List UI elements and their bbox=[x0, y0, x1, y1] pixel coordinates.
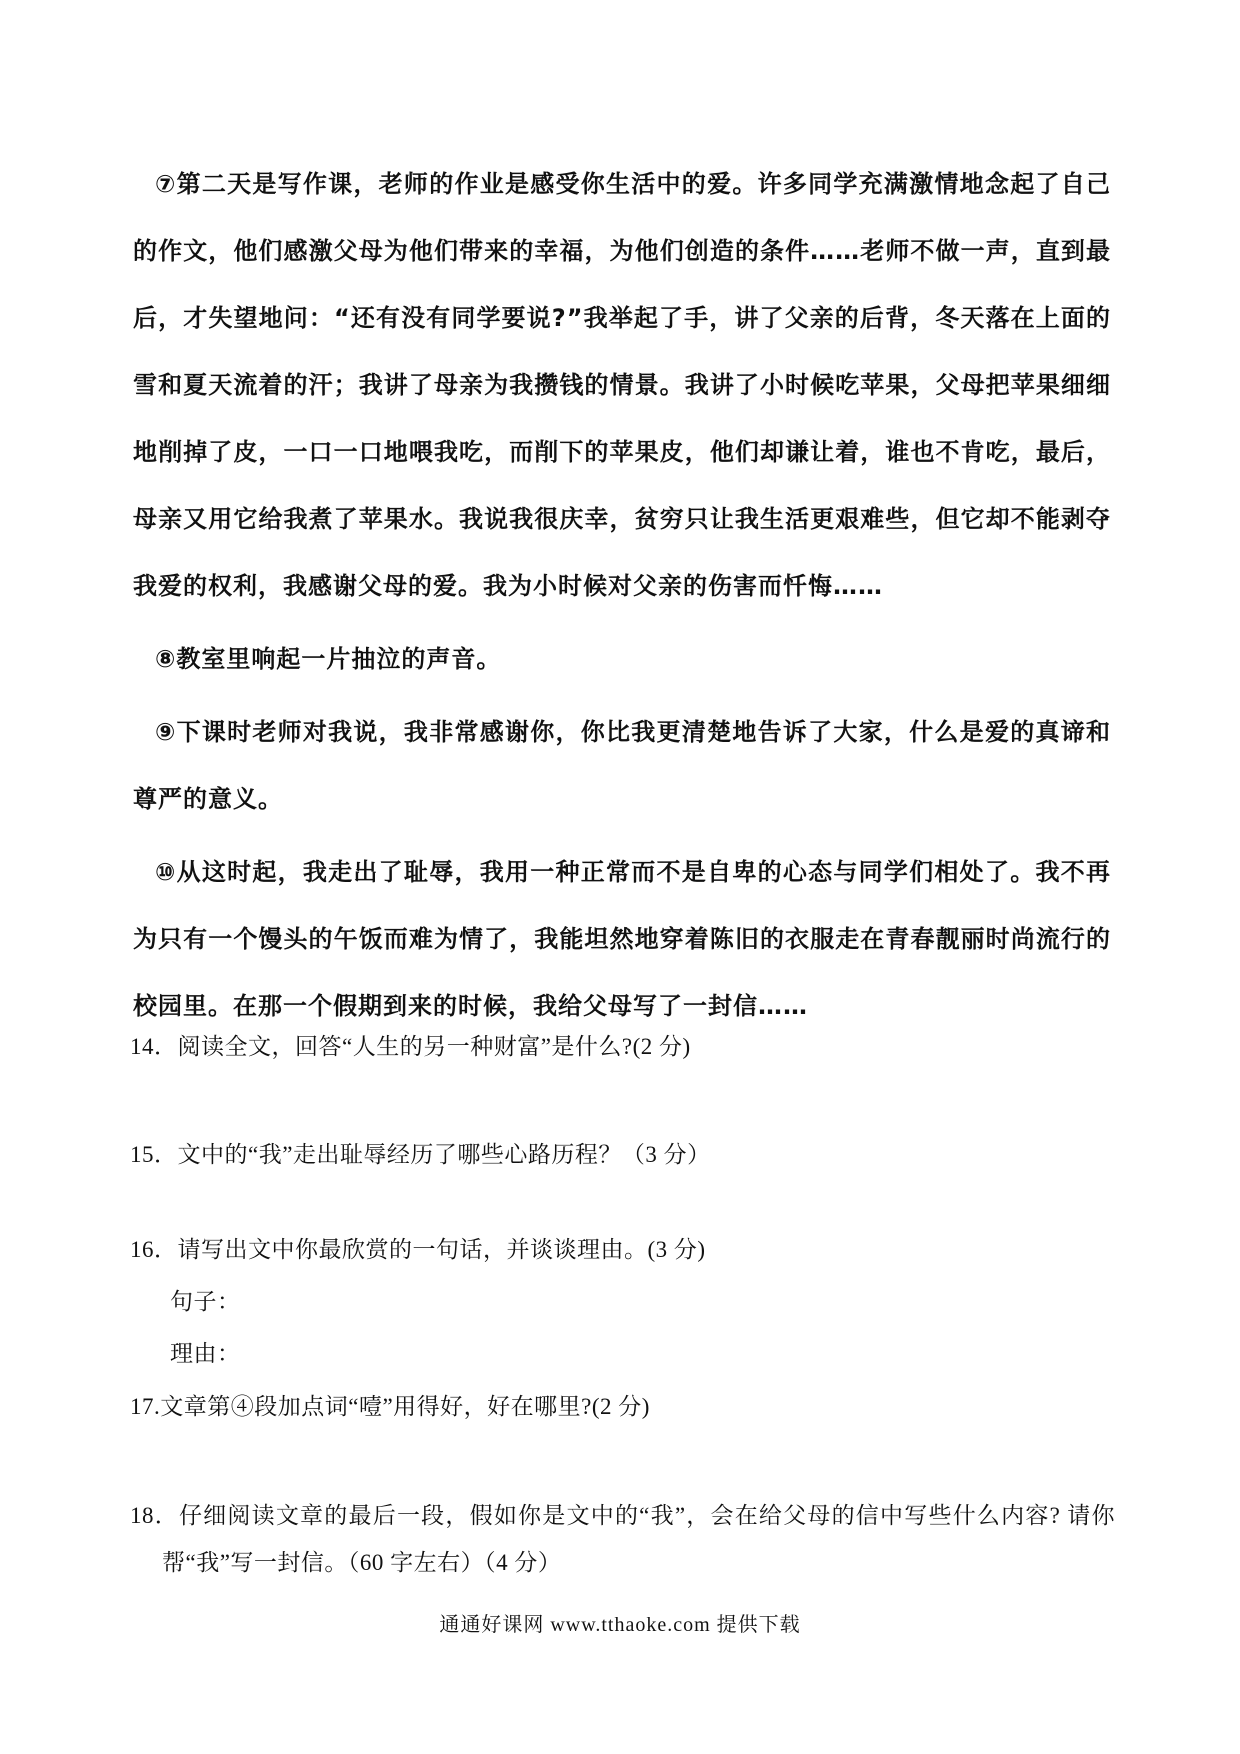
question-16-reason-label: 理由： bbox=[170, 1341, 241, 1366]
reading-passage bbox=[133, 0, 1111, 1040]
question-16: 16．请写出文中你最欣赏的一句话，并谈谈理由。(3 分) bbox=[130, 1237, 706, 1262]
question-18: 18．仔细阅读文章的最后一段，假如你是文中的“我”，会在给父母的信中写些什么内容? 请你帮“我”写一封信。（60 字左右）（4 分） bbox=[130, 1503, 1115, 1575]
passage-paragraph-7: ⑦第二天是写作课，老师的作业是感受你生活中的爱。许多同学充满激情地念起了自己的作文，他们感激父母为他们带来的幸福，为他们创造的条件……老师不做一声，直到最后，才失望地问：“还有没有同学要说?”我举起了手，讲了父亲的后背，冬天落在上面的雪和夏天流着的汗；我讲了母亲为我攒钱的情景。我讲了小时候吃苹果，父母把苹果细细地削掉了皮，一口一口地喂我吃，而削下的苹果皮，他们却谦让着，谁也不肯吃，最后，母亲又用它给我煮了苹果水。我说我很庆幸，贫穷只让我生活更艰难些，但它却不能剥夺我爱的权利，我感谢父母的爱。我为小时候对父亲的伤害而忏悔…… bbox=[133, 170, 1111, 600]
passage-paragraph-8: ⑧教室里响起一片抽泣的声音。 bbox=[155, 645, 502, 673]
footer-credit: 通通好课网 www.tthaoke.com 提供下载 bbox=[439, 1614, 801, 1636]
question-14: 14．阅读全文，回答“人生的另一种财富”是什么?(2 分) bbox=[130, 1034, 691, 1059]
question-15: 15．文中的“我”走出耻辱经历了哪些心路历程？（3 分） bbox=[130, 1142, 711, 1167]
passage-paragraph-9: ⑨下课时老师对我说，我非常感谢你，你比我更清楚地告诉了大家，什么是爱的真谛和尊严的意义。 bbox=[133, 718, 1111, 813]
question-section bbox=[130, 1022, 1115, 1586]
passage-paragraph-10: ⑩从这时起，我走出了耻辱，我用一种正常而不是自卑的心态与同学们相处了。我不再为只有一个馒头的午饭而难为情了，我能坦然地穿着陈旧的衣服走在青春靓丽时尚流行的校园里。在那一个假期到来的时候，我给父母写了一封信…… bbox=[133, 858, 1111, 1020]
question-17: 17.文章第④段加点词“噎”用得好，好在哪里?(2 分) bbox=[130, 1394, 650, 1419]
question-16-sentence-label: 句子： bbox=[170, 1289, 241, 1314]
